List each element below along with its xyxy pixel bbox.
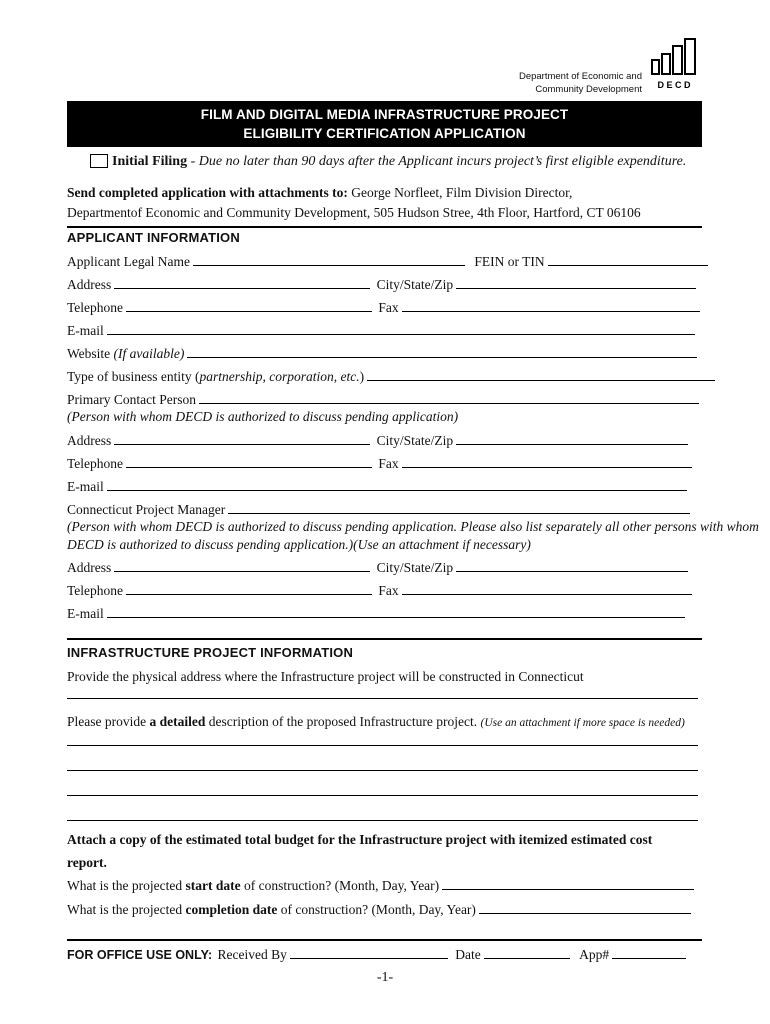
telephone-row-3: Telephone Fax — [67, 583, 692, 599]
attach-budget-line1: Attach a copy of the estimated total budget for the Infrastructure project with itemized estimated cost — [67, 832, 653, 847]
address-row-3: Address City/State/Zip — [67, 560, 688, 576]
ct-manager-field[interactable] — [228, 502, 690, 514]
page-number: -1- — [376, 970, 394, 985]
decd-logo-icon — [648, 38, 700, 90]
telephone-field-3[interactable] — [126, 583, 372, 595]
address-field-2[interactable] — [114, 433, 370, 445]
primary-contact-note: (Person with whom DECD is authorized to discuss pending application) — [67, 409, 459, 424]
ct-manager-row: Connecticut Project Manager — [67, 502, 690, 518]
initial-filing-checkbox[interactable] — [90, 154, 108, 168]
fax-field[interactable] — [402, 300, 700, 312]
address-field-3[interactable] — [114, 560, 370, 572]
initial-filing-row: Initial Filing - Due no later than 90 days after the Applicant incurs project’s first eligible expenditure. — [112, 154, 687, 169]
description-field-line-4[interactable] — [67, 820, 698, 821]
ct-manager-note-1: (Person with whom DECD is authorized to discuss pending application. Please also list separately all other persons with whom — [67, 519, 759, 534]
address-row-2: Address City/State/Zip — [67, 433, 688, 449]
completion-date-row: What is the projected completion date of construction? (Month, Day, Year) — [67, 902, 691, 918]
email-row-2: E-mail — [67, 479, 687, 495]
applicant-section-title: APPLICANT INFORMATION — [67, 230, 240, 245]
primary-contact-row: Primary Contact Person — [67, 392, 699, 408]
city-state-zip-field-3[interactable] — [456, 560, 688, 572]
telephone-row: Telephone Fax — [67, 300, 700, 316]
address-row: Address City/State/Zip — [67, 277, 696, 293]
received-by-field[interactable] — [290, 947, 448, 959]
telephone-field[interactable] — [126, 300, 372, 312]
description-prompt: Please provide a detailed description of the proposed Infrastructure project. (Use an attachment if more space is needed) — [67, 714, 685, 729]
physical-address-prompt: Provide the physical address where the Infrastructure project will be constructed in Connecticut — [67, 669, 584, 684]
start-date-row: What is the projected start date of construction? (Month, Day, Year) — [67, 878, 694, 894]
fax-field-2[interactable] — [402, 456, 692, 468]
email-field-2[interactable] — [107, 479, 687, 491]
website-field[interactable] — [187, 346, 697, 358]
description-field-line-2[interactable] — [67, 770, 698, 771]
physical-address-field[interactable] — [67, 698, 698, 699]
fein-field[interactable] — [548, 254, 708, 266]
description-field-line-3[interactable] — [67, 795, 698, 796]
primary-contact-field[interactable] — [199, 392, 699, 404]
address-field[interactable] — [114, 277, 370, 289]
start-date-field[interactable] — [442, 878, 694, 890]
completion-date-field[interactable] — [479, 902, 691, 914]
legal-name-field[interactable] — [193, 254, 465, 266]
website-row: Website (If available) — [67, 346, 697, 362]
svg-text:D E C D: D E C D — [657, 80, 691, 90]
attach-budget-line2: report. — [67, 855, 107, 870]
ct-manager-note-2: DECD is authorized to discuss pending application.)(Use an attachment if necessary) — [67, 537, 531, 552]
telephone-row-2: Telephone Fax — [67, 456, 692, 472]
description-field-line-1[interactable] — [67, 745, 698, 746]
business-type-field[interactable] — [367, 369, 715, 381]
legal-name-row: Applicant Legal Name FEIN or TIN — [67, 254, 708, 270]
business-type-row: Type of business entity (partnership, corporation, etc.) — [67, 369, 715, 385]
infrastructure-section-title: INFRASTRUCTURE PROJECT INFORMATION — [67, 645, 354, 660]
fax-field-3[interactable] — [402, 583, 692, 595]
email-row-3: E-mail — [67, 606, 685, 622]
section-rule — [67, 226, 702, 228]
date-field[interactable] — [484, 947, 570, 959]
email-row: E-mail — [67, 323, 695, 339]
city-state-zip-field-2[interactable] — [456, 433, 688, 445]
send-to-line1: Send completed application with attachments to: George Norfleet, Film Division Director, — [67, 185, 573, 200]
city-state-zip-field[interactable] — [456, 277, 696, 289]
department-name: Department of Economic and Community Development — [518, 71, 642, 95]
section-rule — [67, 638, 702, 640]
section-rule — [67, 939, 702, 941]
email-field[interactable] — [107, 323, 695, 335]
form-title: FILM AND DIGITAL MEDIA INFRASTRUCTURE PROJECT ELIGIBILITY CERTIFICATION APPLICATION — [67, 101, 702, 147]
email-field-3[interactable] — [107, 606, 685, 618]
office-use-row: FOR OFFICE USE ONLY: Received By Date App# — [67, 947, 686, 963]
app-number-field[interactable] — [612, 947, 686, 959]
send-to-line2: Departmentof Economic and Community Development, 505 Hudson Stree, 4th Floor, Hartford, CT 06106 — [67, 205, 641, 220]
telephone-field-2[interactable] — [126, 456, 372, 468]
